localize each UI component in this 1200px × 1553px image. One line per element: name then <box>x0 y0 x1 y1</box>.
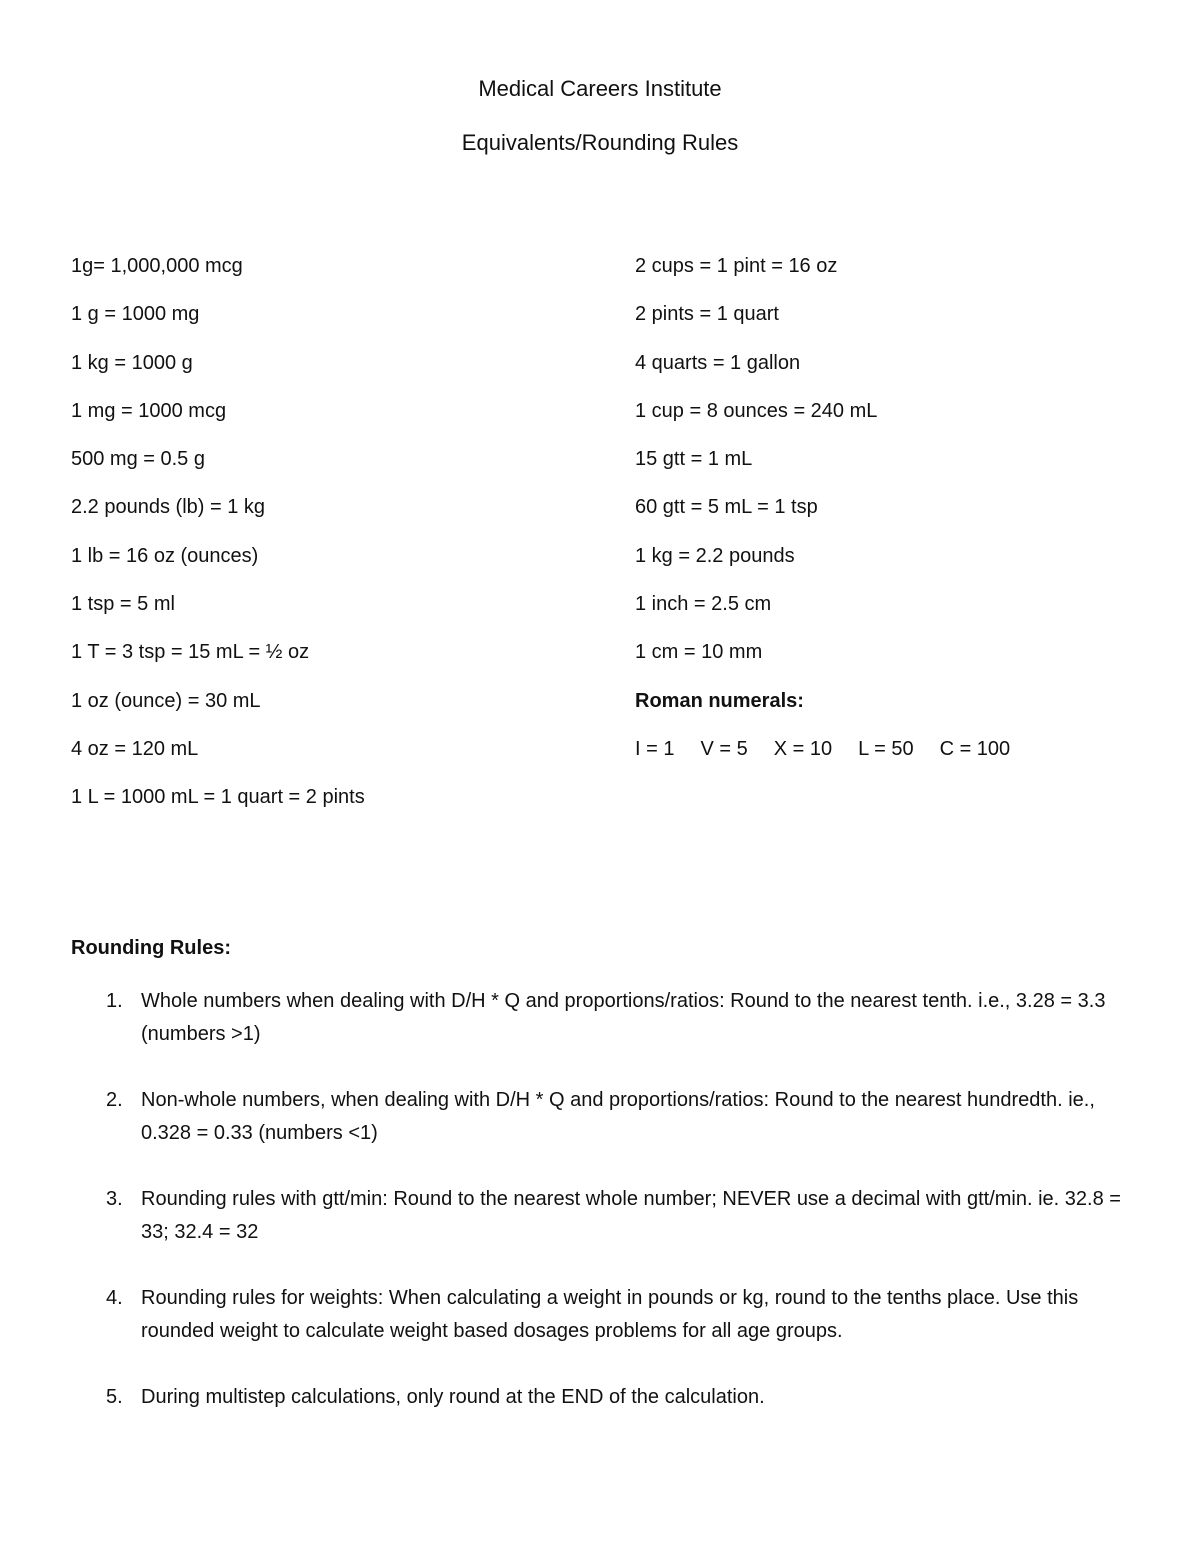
equivalent-item: 1 oz (ounce) = 30 mL <box>71 689 261 712</box>
equivalent-item: 1 cm = 10 mm <box>635 641 763 664</box>
equivalent-item: 2 pints = 1 quart <box>635 303 779 326</box>
equivalent-item: 1 mg = 1000 mcg <box>71 399 227 422</box>
rounding-rule <box>71 1282 1141 1348</box>
rounding-rules-list <box>71 985 1141 1447</box>
roman-numeral-item: V = 5 <box>700 737 748 760</box>
rule-text: During multistep calculations, only round at the END of the calculation. <box>141 1386 765 1408</box>
equivalent-item: 60 gtt = 5 mL = 1 tsp <box>635 496 818 519</box>
equivalent-item: 2.2 pounds (lb) = 1 kg <box>71 496 266 519</box>
rule-text: Rounding rules for weights: When calculating a weight in pounds or kg, round to the tenths place. Use this rounded weight to calculate weight based dosages problems for all age groups. <box>141 1287 1079 1342</box>
equivalent-item: 1 tsp = 5 ml <box>71 593 175 616</box>
rule-number: 1. <box>106 990 123 1012</box>
equivalent-item: 1 T = 3 tsp = 15 mL = ½ oz <box>71 641 310 664</box>
roman-numeral-item: L = 50 <box>858 737 914 760</box>
equivalent-item: 1 lb = 16 oz (ounces) <box>71 544 259 567</box>
rounding-rules-heading: Rounding Rules: <box>71 937 231 959</box>
rule-number: 3. <box>106 1188 123 1210</box>
equivalent-item: 1 inch = 2.5 cm <box>635 593 772 616</box>
equivalent-item: 4 oz = 120 mL <box>71 737 199 760</box>
rule-text: Non-whole numbers, when dealing with D/H * Q and proportions/ratios: Round to the nearest hundredth. ie., 0.328 = 0.33 (numbers <1) <box>141 1089 1095 1144</box>
equivalent-item: 1 kg = 2.2 pounds <box>635 544 795 567</box>
rule-text: Rounding rules with gtt/min: Round to the nearest whole number; NEVER use a decimal with gtt/min. ie. 32.8 = 33; 32.4 = 32 <box>141 1188 1121 1243</box>
equivalent-item: 15 gtt = 1 mL <box>635 448 753 471</box>
rule-text: Whole numbers when dealing with D/H * Q and proportions/ratios: Round to the nearest tenth. i.e., 3.28 = 3.3 (numbers >1) <box>141 990 1106 1045</box>
rounding-rule <box>71 985 1141 1051</box>
page-title: Equivalents/Rounding Rules <box>461 130 739 155</box>
equivalent-item: 1g= 1,000,000 mcg <box>71 255 243 277</box>
rounding-rule <box>71 1084 1141 1150</box>
institution-name: Medical Careers Institute <box>478 76 722 101</box>
equivalent-item: 4 quarts = 1 gallon <box>635 351 801 374</box>
roman-numeral-item: C = 100 <box>939 737 1011 760</box>
equivalent-item: 1 cup = 8 ounces = 240 mL <box>635 399 878 422</box>
equivalent-item: 500 mg = 0.5 g <box>71 448 205 471</box>
rounding-rule <box>71 1183 1141 1249</box>
roman-numeral-item: X = 10 <box>773 737 833 760</box>
equivalents-left-column <box>71 252 591 832</box>
rule-number: 5. <box>106 1386 123 1408</box>
rounding-rule <box>71 1381 1141 1414</box>
equivalent-item: 2 cups = 1 pint = 16 oz <box>635 255 838 277</box>
equivalent-item: 1 kg = 1000 g <box>71 351 193 374</box>
roman-numerals-heading: Roman numerals: <box>635 689 804 712</box>
roman-numerals-row <box>635 735 1155 783</box>
rule-number: 2. <box>106 1089 123 1111</box>
equivalent-item: 1 g = 1000 mg <box>71 303 200 326</box>
equivalent-item: 1 L = 1000 mL = 1 quart = 2 pints <box>71 786 365 809</box>
rule-number: 4. <box>106 1287 123 1309</box>
roman-numeral-item: I = 1 <box>635 737 675 760</box>
equivalents-right-column <box>635 252 1155 783</box>
